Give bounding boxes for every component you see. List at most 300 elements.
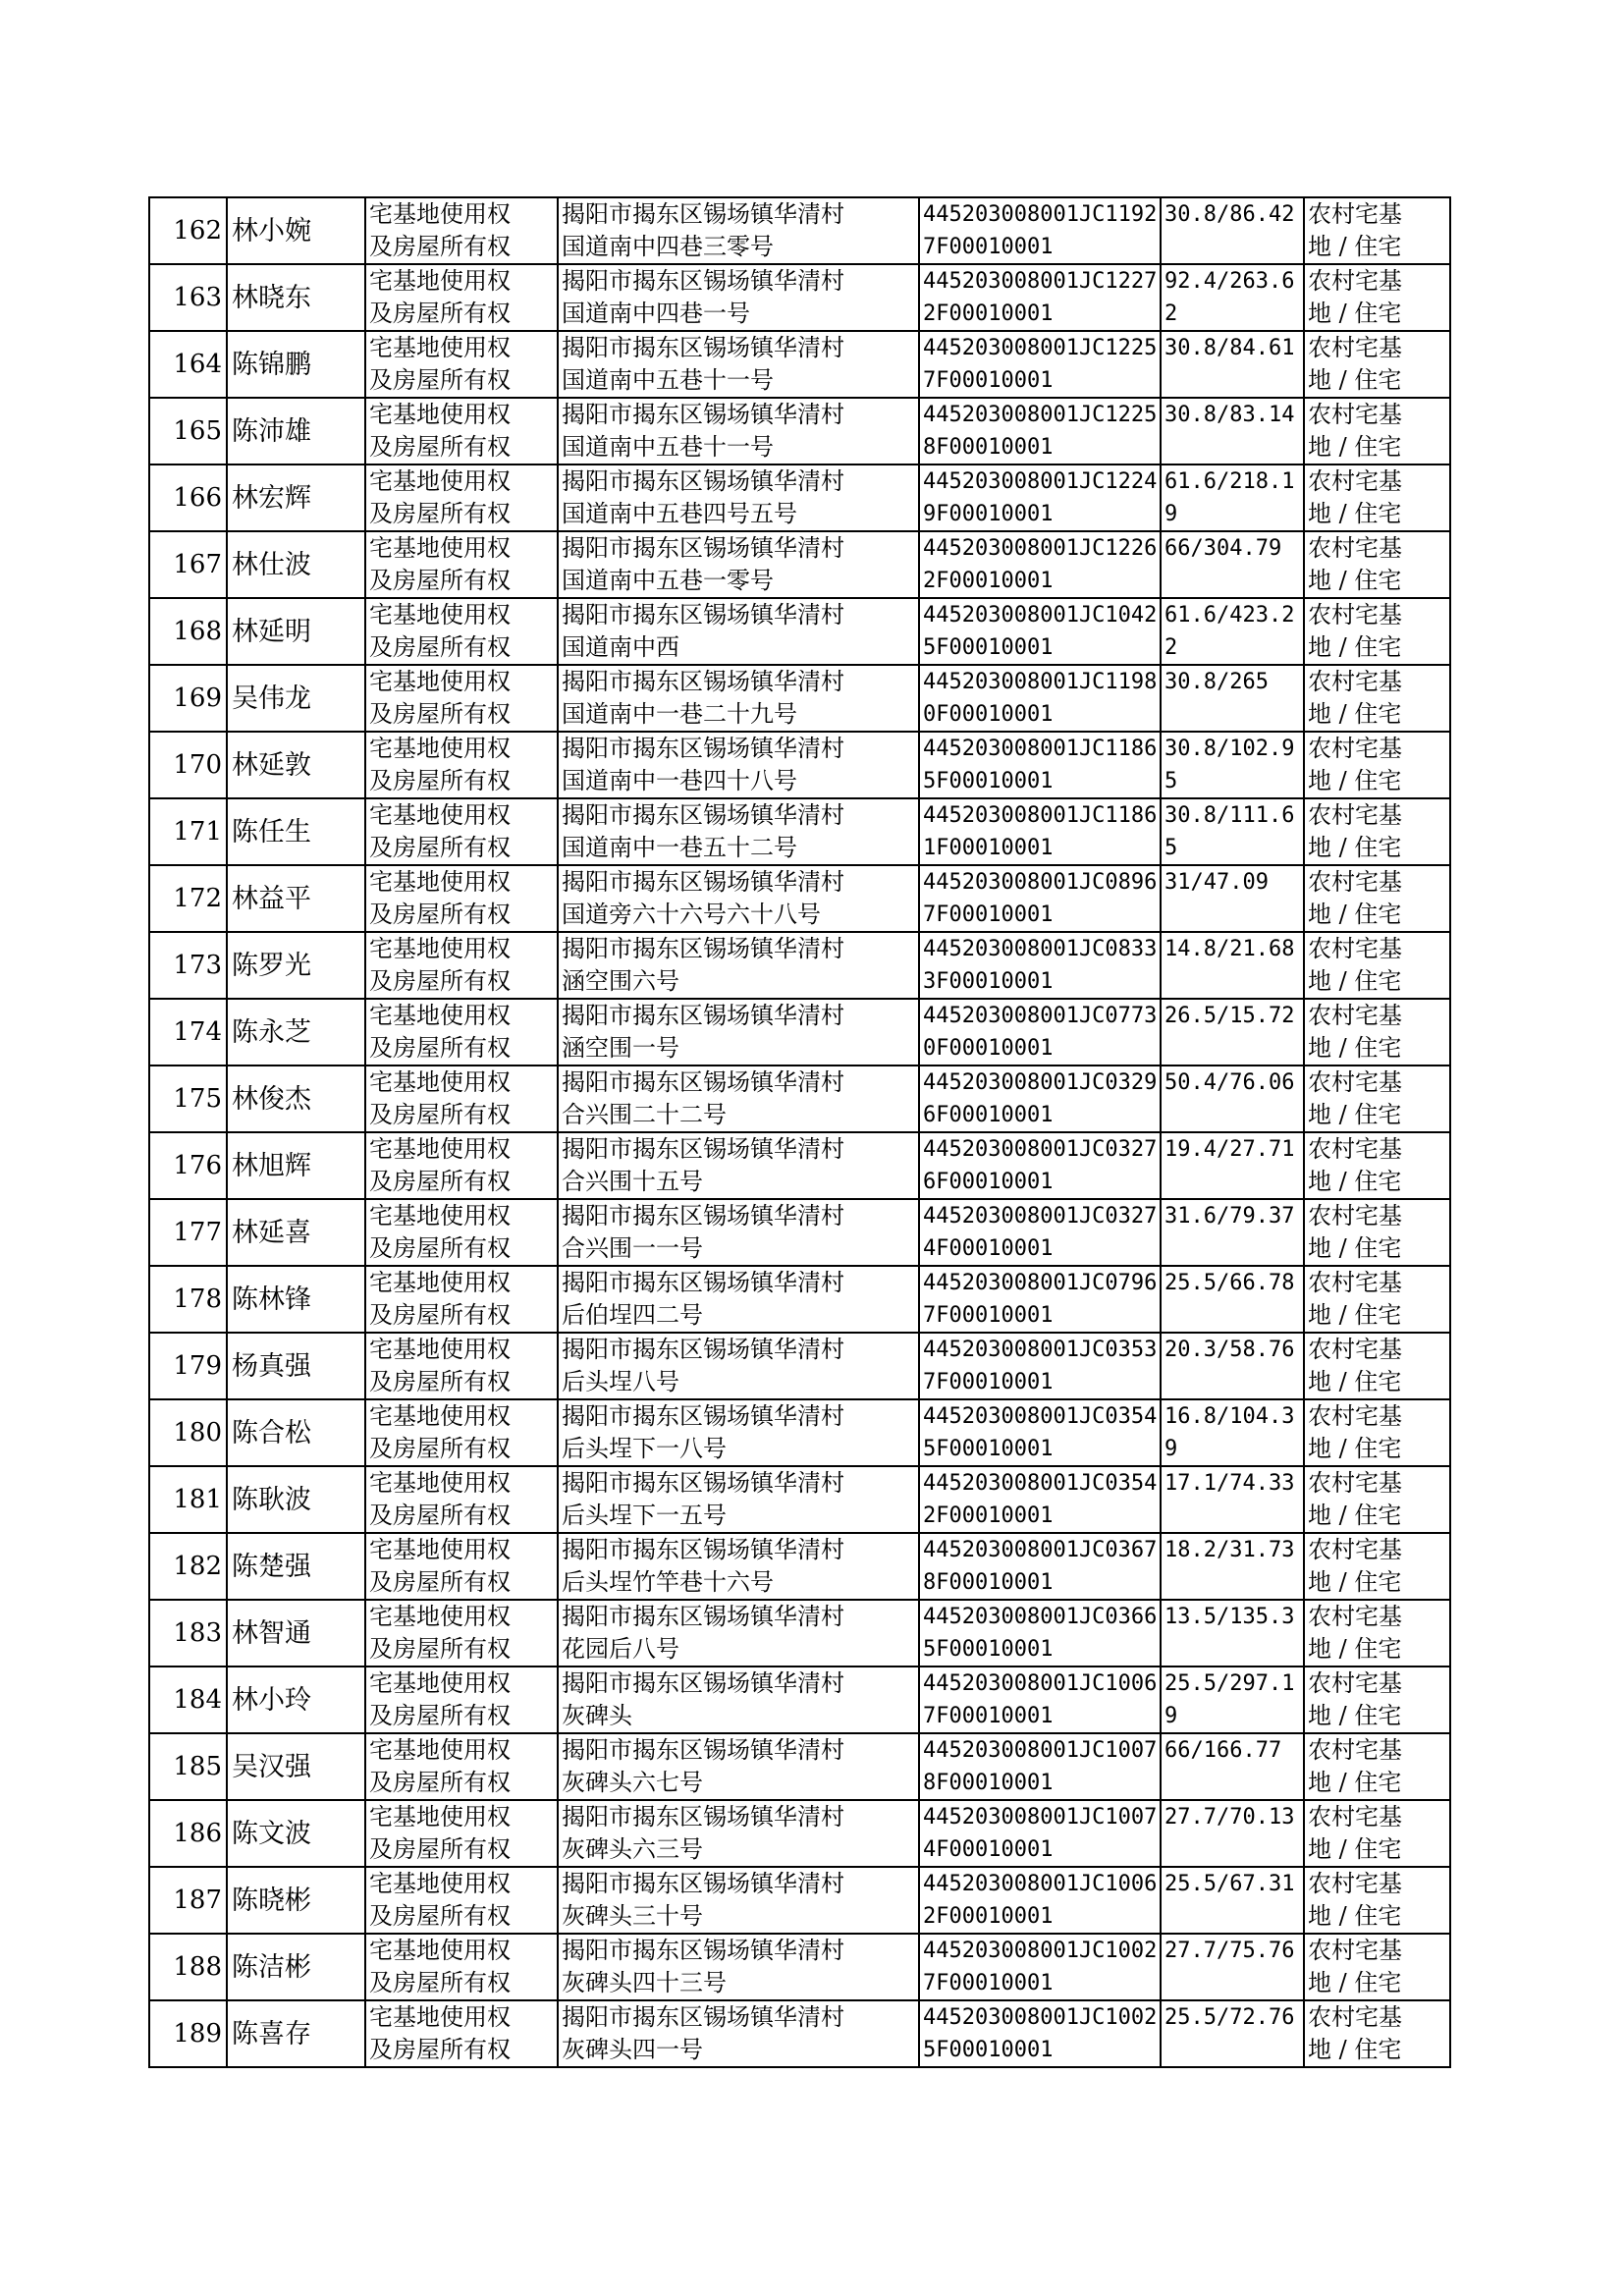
cell-text: 及房屋所有权 (369, 633, 511, 661)
cell-text: 吴伟龙 (232, 683, 311, 714)
right-type-cell (365, 197, 558, 264)
owner-name-cell (227, 1333, 365, 1399)
table-row (149, 1399, 1450, 1466)
unit-code-cell (919, 464, 1161, 531)
cell-text: 25.5/72.76 (1164, 2005, 1295, 2030)
address-cell (558, 1466, 919, 1533)
cell-text: 164 (173, 349, 222, 379)
cell-text: 农村宅基 (1308, 1803, 1402, 1831)
cell-text: 宅基地使用权 (369, 1669, 511, 1697)
table-row (149, 1333, 1450, 1399)
cell-text: 及房屋所有权 (369, 1034, 511, 1062)
cell-text: 及房屋所有权 (369, 1168, 511, 1195)
cell-text: 地 / 住宅 (1308, 233, 1402, 260)
address-cell (558, 1600, 919, 1667)
cell-text: 445203008001JC11980F00010001 (923, 670, 1158, 727)
row-number-cell (149, 2000, 227, 2067)
address-cell (558, 798, 919, 865)
cell-text: 14.8/21.68 (1164, 937, 1295, 961)
cell-text: 宅基地使用权 (369, 467, 511, 495)
cell-text: 地 / 住宅 (1308, 1368, 1402, 1395)
cell-text: 合兴围二十二号 (562, 1101, 727, 1128)
cell-text: 13.5/135.3 (1164, 1605, 1295, 1629)
land-use-cell (1304, 1934, 1450, 2000)
cell-text: 林仕波 (232, 549, 311, 580)
cell-text: 187 (173, 1885, 222, 1915)
cell-text: 农村宅基 (1308, 1469, 1402, 1497)
cell-text: 杨真强 (232, 1350, 311, 1382)
cell-text: 175 (173, 1083, 222, 1114)
unit-code-cell (919, 398, 1161, 464)
land-use-cell (1304, 1333, 1450, 1399)
cell-text: 445203008001JC11865F00010001 (923, 737, 1158, 793)
cell-text: 及房屋所有权 (369, 1635, 511, 1663)
area-cell (1161, 798, 1304, 865)
cell-text: 农村宅基 (1308, 668, 1402, 695)
cell-text: 揭阳市揭东区锡场镇华清村 (562, 1469, 844, 1497)
right-type-cell (365, 1600, 558, 1667)
land-use-cell (1304, 1600, 1450, 1667)
right-type-cell (365, 464, 558, 531)
address-cell (558, 264, 919, 331)
right-type-cell (365, 264, 558, 331)
cell-text: 灰碑头三十号 (562, 1902, 703, 1930)
land-use-cell (1304, 1533, 1450, 1600)
row-number-cell (149, 1800, 227, 1867)
cell-text: 国道南中五巷一零号 (562, 567, 774, 594)
table-row (149, 464, 1450, 531)
land-use-cell (1304, 1132, 1450, 1199)
area-cell (1161, 2000, 1304, 2067)
address-cell (558, 1867, 919, 1934)
table-row (149, 999, 1450, 1066)
cell-text: 农村宅基 (1308, 334, 1402, 361)
table-row (149, 1132, 1450, 1199)
unit-code-cell (919, 999, 1161, 1066)
cell-text: 农村宅基 (1308, 534, 1402, 562)
cell-text: 农村宅基 (1308, 1068, 1402, 1096)
cell-text: 陈锦鹏 (232, 349, 311, 380)
owner-name-cell (227, 1533, 365, 1600)
table-row (149, 865, 1450, 932)
unit-code-cell (919, 1733, 1161, 1800)
owner-name-cell (227, 264, 365, 331)
cell-text: 农村宅基 (1308, 1135, 1402, 1163)
cell-text: 宅基地使用权 (369, 668, 511, 695)
cell-text: 揭阳市揭东区锡场镇华清村 (562, 601, 844, 628)
row-number-cell (149, 1132, 227, 1199)
table-row (149, 531, 1450, 598)
area-cell (1161, 1199, 1304, 1266)
area-cell (1161, 1733, 1304, 1800)
cell-text: 宅基地使用权 (369, 1135, 511, 1163)
cell-text: 揭阳市揭东区锡场镇华清村 (562, 401, 844, 428)
cell-text: 地 / 住宅 (1308, 300, 1402, 327)
cell-text: 30.8/86.42 (1164, 202, 1295, 227)
cell-text: 宅基地使用权 (369, 735, 511, 762)
unit-code-cell (919, 1266, 1161, 1333)
area-cell (1161, 999, 1304, 1066)
cell-text: 445203008001JC12257F00010001 (923, 336, 1158, 393)
right-type-cell (365, 1533, 558, 1600)
area-cell (1161, 1066, 1304, 1132)
cell-text: 及房屋所有权 (369, 233, 511, 260)
cell-text: 揭阳市揭东区锡场镇华清村 (562, 1402, 844, 1430)
cell-text: 林益平 (232, 883, 311, 914)
owner-name-cell (227, 1934, 365, 2000)
cell-text: 林延喜 (232, 1217, 311, 1248)
cell-text: 地 / 住宅 (1308, 1568, 1402, 1596)
cell-text: 163 (173, 282, 222, 312)
address-cell (558, 2000, 919, 2067)
cell-text: 后头埕竹竿巷十六号 (562, 1568, 774, 1596)
address-cell (558, 1399, 919, 1466)
land-use-cell (1304, 1399, 1450, 1466)
cell-text: 地 / 住宅 (1308, 1101, 1402, 1128)
owner-name-cell (227, 531, 365, 598)
row-number-cell (149, 197, 227, 264)
table-row (149, 932, 1450, 999)
cell-text: 林延明 (232, 616, 311, 647)
cell-text: 及房屋所有权 (369, 500, 511, 527)
right-type-cell (365, 1667, 558, 1733)
cell-text: 灰碑头 (562, 1702, 632, 1729)
cell-text: 揭阳市揭东区锡场镇华清村 (562, 1669, 844, 1697)
owner-name-cell (227, 1667, 365, 1733)
owner-name-cell (227, 1199, 365, 1266)
land-use-cell (1304, 398, 1450, 464)
cell-text: 177 (173, 1217, 222, 1247)
cell-text: 陈沛雄 (232, 415, 311, 447)
cell-text: 及房屋所有权 (369, 433, 511, 461)
right-type-cell (365, 1066, 558, 1132)
cell-text: 184 (173, 1684, 222, 1715)
table-row (149, 1199, 1450, 1266)
cell-text: 31/47.09 (1164, 870, 1269, 895)
cell-text: 吴汉强 (232, 1751, 311, 1782)
cell-text: 445203008001JC03276F00010001 (923, 1137, 1158, 1194)
area-cell (1161, 1466, 1304, 1533)
cell-text: 162 (173, 215, 222, 246)
cell-text: 445203008001JC03274F00010001 (923, 1204, 1158, 1261)
cell-text: 陈楚强 (232, 1551, 311, 1582)
owner-name-cell (227, 665, 365, 732)
owner-name-cell (227, 999, 365, 1066)
cell-text: 445203008001JC12258F00010001 (923, 403, 1158, 460)
address-cell (558, 1800, 919, 1867)
table-row (149, 2000, 1450, 2067)
cell-text: 92.4/263.62 (1164, 269, 1295, 326)
cell-text: 林俊杰 (232, 1083, 311, 1115)
unit-code-cell (919, 531, 1161, 598)
land-use-cell (1304, 1199, 1450, 1266)
cell-text: 445203008001JC03678F00010001 (923, 1538, 1158, 1595)
cell-text: 宅基地使用权 (369, 1937, 511, 1964)
owner-name-cell (227, 932, 365, 999)
cell-text: 宅基地使用权 (369, 1736, 511, 1764)
cell-text: 445203008001JC10062F00010001 (923, 1872, 1158, 1929)
land-use-cell (1304, 665, 1450, 732)
land-use-cell (1304, 598, 1450, 665)
cell-text: 农村宅基 (1308, 1402, 1402, 1430)
cell-text: 25.5/297.19 (1164, 1671, 1295, 1728)
row-number-cell (149, 798, 227, 865)
row-number-cell (149, 865, 227, 932)
cell-text: 20.3/58.76 (1164, 1338, 1295, 1362)
cell-text: 灰碑头六三号 (562, 1835, 703, 1863)
table-row (149, 1800, 1450, 1867)
cell-text: 178 (173, 1284, 222, 1314)
cell-text: 地 / 住宅 (1308, 901, 1402, 928)
cell-text: 揭阳市揭东区锡场镇华清村 (562, 1002, 844, 1029)
cell-text: 宅基地使用权 (369, 601, 511, 628)
cell-text: 宅基地使用权 (369, 1603, 511, 1630)
cell-text: 及房屋所有权 (369, 901, 511, 928)
cell-text: 农村宅基 (1308, 1269, 1402, 1296)
cell-text: 后头埕下一八号 (562, 1435, 727, 1462)
cell-text: 合兴围十五号 (562, 1168, 703, 1195)
land-use-cell (1304, 798, 1450, 865)
cell-text: 宅基地使用权 (369, 1202, 511, 1229)
address-cell (558, 932, 919, 999)
cell-text: 地 / 住宅 (1308, 767, 1402, 794)
cell-text: 农村宅基 (1308, 1536, 1402, 1563)
cell-text: 后伯埕四二号 (562, 1301, 703, 1329)
cell-text: 66/304.79 (1164, 536, 1282, 561)
right-type-cell (365, 1199, 558, 1266)
table-row (149, 1533, 1450, 1600)
unit-code-cell (919, 798, 1161, 865)
land-use-cell (1304, 531, 1450, 598)
area-cell (1161, 732, 1304, 798)
cell-text: 445203008001JC03665F00010001 (923, 1605, 1158, 1662)
cell-text: 揭阳市揭东区锡场镇华清村 (562, 2003, 844, 2031)
right-type-cell (365, 1333, 558, 1399)
cell-text: 445203008001JC10067F00010001 (923, 1671, 1158, 1728)
cell-text: 地 / 住宅 (1308, 1702, 1402, 1729)
cell-text: 农村宅基 (1308, 401, 1402, 428)
area-cell (1161, 1934, 1304, 2000)
cell-text: 国道南中五巷四号五号 (562, 500, 797, 527)
unit-code-cell (919, 1199, 1161, 1266)
cell-text: 陈喜存 (232, 2018, 311, 2049)
area-cell (1161, 1600, 1304, 1667)
cell-text: 灰碑头四一号 (562, 2036, 703, 2063)
land-use-cell (1304, 197, 1450, 264)
row-number-cell (149, 1934, 227, 2000)
unit-code-cell (919, 2000, 1161, 2067)
table-row (149, 1600, 1450, 1667)
cell-text: 陈永芝 (232, 1016, 311, 1048)
cell-text: 166 (173, 482, 222, 513)
area-cell (1161, 1399, 1304, 1466)
cell-text: 445203008001JC10027F00010001 (923, 1939, 1158, 1995)
cell-text: 灰碑头六七号 (562, 1769, 703, 1796)
owner-name-cell (227, 1867, 365, 1934)
address-cell (558, 331, 919, 398)
cell-text: 26.5/15.72 (1164, 1004, 1295, 1028)
land-use-cell (1304, 1066, 1450, 1132)
table-row (149, 398, 1450, 464)
address-cell (558, 1199, 919, 1266)
cell-text: 宅基地使用权 (369, 1803, 511, 1831)
cell-text: 地 / 住宅 (1308, 1502, 1402, 1529)
table-row (149, 264, 1450, 331)
table-row (149, 598, 1450, 665)
area-cell (1161, 197, 1304, 264)
cell-text: 30.8/265 (1164, 670, 1269, 694)
cell-text: 27.7/75.76 (1164, 1939, 1295, 1963)
cell-text: 171 (173, 816, 222, 847)
right-type-cell (365, 798, 558, 865)
cell-text: 168 (173, 616, 222, 646)
cell-text: 186 (173, 1818, 222, 1848)
cell-text: 宅基地使用权 (369, 1002, 511, 1029)
cell-text: 及房屋所有权 (369, 366, 511, 394)
cell-text: 陈罗光 (232, 950, 311, 981)
row-number-cell (149, 264, 227, 331)
cell-text: 灰碑头四十三号 (562, 1969, 727, 1996)
cell-text: 及房屋所有权 (369, 1969, 511, 1996)
cell-text: 林小婉 (232, 215, 311, 246)
cell-text: 宅基地使用权 (369, 534, 511, 562)
unit-code-cell (919, 1399, 1161, 1466)
cell-text: 陈合松 (232, 1417, 311, 1448)
area-cell (1161, 1667, 1304, 1733)
right-type-cell (365, 531, 558, 598)
address-cell (558, 1934, 919, 2000)
cell-text: 农村宅基 (1308, 601, 1402, 628)
table-row (149, 1733, 1450, 1800)
cell-text: 宅基地使用权 (369, 334, 511, 361)
cell-text: 揭阳市揭东区锡场镇华清村 (562, 1336, 844, 1363)
row-number-cell (149, 331, 227, 398)
owner-name-cell (227, 331, 365, 398)
cell-text: 农村宅基 (1308, 1202, 1402, 1229)
cell-text: 445203008001JC10078F00010001 (923, 1738, 1158, 1795)
cell-text: 及房屋所有权 (369, 834, 511, 861)
land-use-cell (1304, 999, 1450, 1066)
cell-text: 445203008001JC10025F00010001 (923, 2005, 1158, 2062)
cell-text: 地 / 住宅 (1308, 1902, 1402, 1930)
cell-text: 宅基地使用权 (369, 267, 511, 295)
unit-code-cell (919, 732, 1161, 798)
row-number-cell (149, 932, 227, 999)
cell-text: 揭阳市揭东区锡场镇华清村 (562, 467, 844, 495)
cell-text: 宅基地使用权 (369, 1870, 511, 1897)
unit-code-cell (919, 264, 1161, 331)
registry-table (148, 196, 1451, 2068)
cell-text: 揭阳市揭东区锡场镇华清村 (562, 200, 844, 228)
cell-text: 宅基地使用权 (369, 801, 511, 829)
right-type-cell (365, 331, 558, 398)
land-use-cell (1304, 1800, 1450, 1867)
cell-text: 揭阳市揭东区锡场镇华清村 (562, 1536, 844, 1563)
owner-name-cell (227, 197, 365, 264)
cell-text: 宅基地使用权 (369, 935, 511, 962)
area-cell (1161, 1867, 1304, 1934)
area-cell (1161, 1800, 1304, 1867)
cell-text: 农村宅基 (1308, 1669, 1402, 1697)
cell-text: 宅基地使用权 (369, 1402, 511, 1430)
unit-code-cell (919, 197, 1161, 264)
cell-text: 国道南中五巷十一号 (562, 433, 774, 461)
cell-text: 50.4/76.06 (1164, 1070, 1295, 1095)
right-type-cell (365, 598, 558, 665)
cell-text: 陈晓彬 (232, 1885, 311, 1916)
unit-code-cell (919, 865, 1161, 932)
land-use-cell (1304, 1667, 1450, 1733)
right-type-cell (365, 1733, 558, 1800)
cell-text: 林小玲 (232, 1684, 311, 1716)
cell-text: 地 / 住宅 (1308, 834, 1402, 861)
owner-name-cell (227, 865, 365, 932)
land-use-cell (1304, 264, 1450, 331)
owner-name-cell (227, 1600, 365, 1667)
cell-text: 及房屋所有权 (369, 1368, 511, 1395)
cell-text: 17.1/74.33 (1164, 1471, 1295, 1496)
cell-text: 445203008001JC10074F00010001 (923, 1805, 1158, 1862)
address-cell (558, 598, 919, 665)
right-type-cell (365, 1399, 558, 1466)
right-type-cell (365, 665, 558, 732)
right-type-cell (365, 398, 558, 464)
cell-text: 445203008001JC11927F00010001 (923, 202, 1158, 259)
table-row (149, 1867, 1450, 1934)
owner-name-cell (227, 732, 365, 798)
cell-text: 合兴围一一号 (562, 1234, 703, 1262)
cell-text: 农村宅基 (1308, 735, 1402, 762)
cell-text: 农村宅基 (1308, 1736, 1402, 1764)
cell-text: 宅基地使用权 (369, 200, 511, 228)
cell-text: 地 / 住宅 (1308, 700, 1402, 728)
row-number-cell (149, 398, 227, 464)
cell-text: 国道南中一巷四十八号 (562, 767, 797, 794)
cell-text: 陈林锋 (232, 1284, 311, 1315)
cell-text: 揭阳市揭东区锡场镇华清村 (562, 868, 844, 896)
row-number-cell (149, 1733, 227, 1800)
cell-text: 及房屋所有权 (369, 1502, 511, 1529)
address-cell (558, 999, 919, 1066)
cell-text: 25.5/66.78 (1164, 1271, 1295, 1295)
cell-text: 宅基地使用权 (369, 868, 511, 896)
unit-code-cell (919, 1800, 1161, 1867)
cell-text: 地 / 住宅 (1308, 366, 1402, 394)
area-cell (1161, 331, 1304, 398)
address-cell (558, 732, 919, 798)
cell-text: 国道南中四巷三零号 (562, 233, 774, 260)
cell-text: 16.8/104.39 (1164, 1404, 1295, 1461)
cell-text: 地 / 住宅 (1308, 633, 1402, 661)
unit-code-cell (919, 665, 1161, 732)
cell-text: 173 (173, 950, 222, 980)
right-type-cell (365, 865, 558, 932)
area-cell (1161, 932, 1304, 999)
cell-text: 25.5/67.31 (1164, 1872, 1295, 1896)
address-cell (558, 1132, 919, 1199)
cell-text: 农村宅基 (1308, 801, 1402, 829)
cell-text: 445203008001JC03545F00010001 (923, 1404, 1158, 1461)
cell-text: 165 (173, 415, 222, 446)
cell-text: 及房屋所有权 (369, 1435, 511, 1462)
cell-text: 地 / 住宅 (1308, 433, 1402, 461)
cell-text: 30.8/83.14 (1164, 403, 1295, 427)
cell-text: 宅基地使用权 (369, 1336, 511, 1363)
cell-text: 地 / 住宅 (1308, 1769, 1402, 1796)
table-row (149, 1066, 1450, 1132)
cell-text: 445203008001JC03542F00010001 (923, 1471, 1158, 1528)
cell-text: 国道南中四巷一号 (562, 300, 750, 327)
